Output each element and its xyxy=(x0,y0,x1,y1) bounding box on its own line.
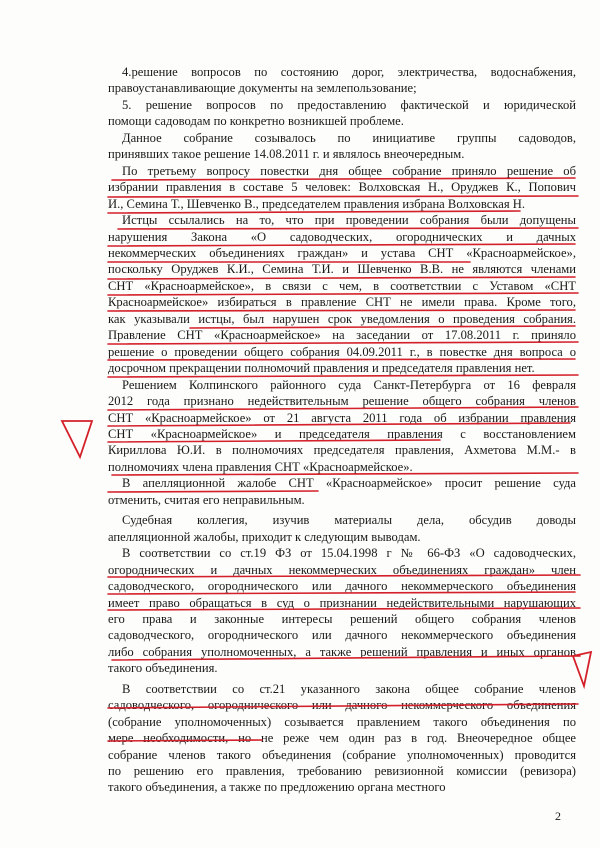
text-line: Правление СНТ «Красноармейское» на заседании от 17.08.2011 г. приняло xyxy=(108,328,576,343)
text-line: избрании правления в составе 5 человек: Волховская Н., Оруджев К., Попович xyxy=(108,180,576,195)
text-line: такого объединения. xyxy=(108,661,218,676)
text-line: Истцы ссылались на то, что при проведении собрания были допущены xyxy=(122,213,576,228)
text-line: Кириллова Ю.И. в полномочиях председателя правления, Ахметова М.М.- в xyxy=(108,443,576,458)
text-line: мере необходимости, но не реже чем один раз в год. Внеочередное общее xyxy=(108,731,576,746)
text-line: И., Семина Т., Шевченко В., председателем правления избрана Волховская Н. xyxy=(108,196,526,211)
text-line: имеет право обращаться в суд о признании недействительными нарушающих xyxy=(108,595,576,610)
text-line: Судебная коллегия, изучив материалы дела, обсудив доводы xyxy=(122,513,576,528)
text-line: решение о проведении общего собрания 04.09.2011 г., в повестке дня вопроса о xyxy=(108,344,576,359)
text-line: такого объединения, а также по предложению органа местного xyxy=(108,780,446,795)
text-line: 5. решение вопросов по предоставлению фактической и юридической xyxy=(122,97,576,112)
page-number: 2 xyxy=(555,809,561,823)
text-line: Данное собрание созывалось по инициативе группы садоводов, xyxy=(122,130,576,145)
text-line: Решением Колпинского районного суда Санкт-Петербурга от 16 февраля xyxy=(122,377,576,392)
text-line: досрочном прекращении полномочий правления и председателя правления нет. xyxy=(108,361,535,376)
text-line: СНТ «Красноармейское», в связи с чем, в соответствии с Уставом «СНТ xyxy=(108,278,576,293)
text-line: либо собрания уполномоченных, а также решений правления и иных органов xyxy=(108,644,576,659)
text-line: СНТ «Красноармейское» от 21 августа 2011 года об избрании правления xyxy=(108,410,576,425)
text-line: апелляционной жалобы, приходит к следующим выводам. xyxy=(108,529,421,544)
text-line: как указывали истцы, был нарушен срок уведомления о проведения собрания. xyxy=(108,311,576,326)
text-line: помощи садоводам по конкретно возникшей проблеме. xyxy=(108,114,404,129)
text-line: принявших такое решение 14.08.2011 г. и являлось внеочередным. xyxy=(108,147,465,162)
text-line: В соответствии со ст.21 указанного закона общее собрание членов xyxy=(122,681,576,696)
text-line: садоводческого, огороднического или дачного некоммерческого объединения xyxy=(108,698,576,713)
text-line: собрание членов такого объединения (собрание уполномоченных) проводится xyxy=(108,747,576,762)
document-body xyxy=(108,64,576,796)
text-line: садоводческого, огороднического или дачного некоммерческого объединения xyxy=(108,579,576,594)
text-line: В соответствии со ст.19 ФЗ от 15.04.1998 г № 66-ФЗ «О садоводческих, xyxy=(122,546,576,561)
text-line: СНТ «Красноармейское» и председателя правления с восстановлением xyxy=(108,426,576,441)
text-line: его права и законные интересы решений общего собрания членов xyxy=(108,611,576,626)
text-line: поскольку Оруджев К.И., Семина Т.И. и Шевченко В.В. не являются членами xyxy=(108,262,576,277)
text-line: 2012 года признано недействительным решение общего собрания членов xyxy=(108,394,576,409)
text-line: огороднических и дачных некоммерческих объединениях граждан» член xyxy=(108,562,576,577)
text-line: некоммерческих объединениях граждан» и устава СНТ «Красноармейское», xyxy=(108,245,576,260)
text-line: правоустанавливающие документы на землепользование; xyxy=(108,81,417,96)
text-line: отменить, считая его неправильным. xyxy=(108,492,305,507)
text-line: нарушения Закона «О садоводческих, огороднических и дачных xyxy=(108,229,576,244)
text-line: В апелляционной жалобе СНТ «Красноармейское» просит решение суда xyxy=(122,476,576,491)
triangle-mark xyxy=(62,421,92,457)
text-line: (собрание уполномоченных) созывается правлением такого объединения по xyxy=(108,714,576,729)
text-line: по решению его правления, требованию ревизионной комиссии (ревизора) xyxy=(108,764,576,779)
text-line: садоводческого, огороднического или дачного некоммерческого объединения xyxy=(108,628,576,643)
text-line: полномочиях члена правления СНТ «Красноармейское». xyxy=(108,459,413,474)
text-line: По третьему вопросу повестки дня общее собрание приняло решение об xyxy=(122,163,576,178)
text-line: Красноармейское» избираться в правление СНТ не имели права. Кроме того, xyxy=(108,295,576,310)
text-line: 4.решение вопросов по состоянию дорог, электричества, водоснабжения, xyxy=(122,65,576,79)
